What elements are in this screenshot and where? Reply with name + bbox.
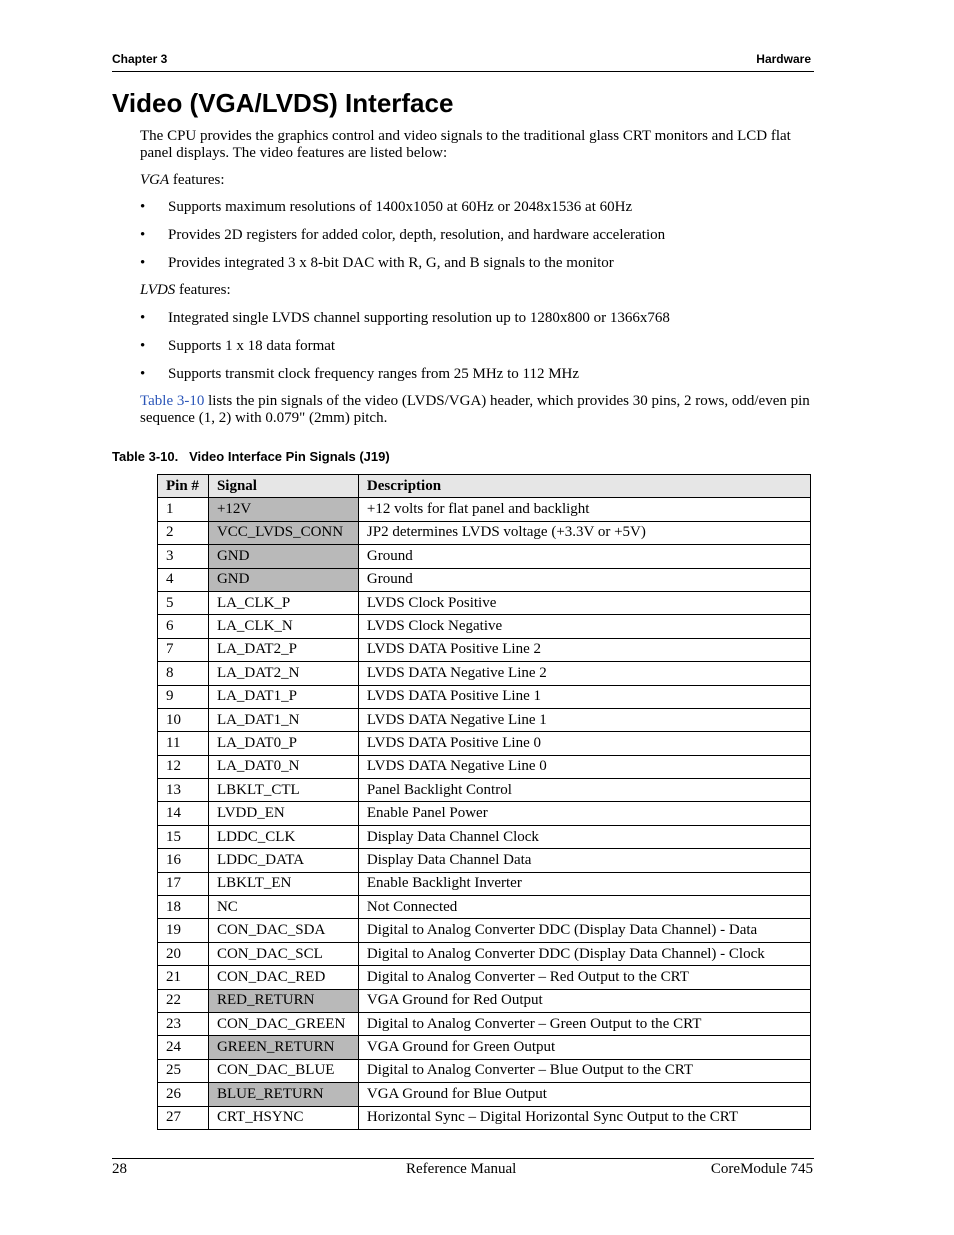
pin-cell: 9 <box>158 685 209 708</box>
bullet-icon: • <box>140 366 146 382</box>
bullet-icon: • <box>140 310 146 326</box>
table-row <box>158 545 811 568</box>
lvds-label-rest: features: <box>175 282 231 298</box>
table-row <box>158 849 811 872</box>
signal-cell: LDDC_DATA <box>208 849 358 872</box>
pin-cell: 13 <box>158 779 209 802</box>
description-cell: Digital to Analog Converter – Green Output to the CRT <box>358 1012 810 1035</box>
description-cell: Display Data Channel Data <box>358 849 810 872</box>
bullet-text: Supports maximum resolutions of 1400x1050 at 60Hz or 2048x1536 at 60Hz <box>168 199 633 215</box>
description-cell: Display Data Channel Clock <box>358 825 810 848</box>
pin-cell: 16 <box>158 849 209 872</box>
pin-cell: 14 <box>158 802 209 825</box>
pin-signal-table <box>157 474 811 1130</box>
signal-cell: CON_DAC_RED <box>208 966 358 989</box>
pin-cell: 7 <box>158 638 209 661</box>
description-cell: LVDS DATA Negative Line 1 <box>358 708 810 731</box>
pin-cell: 24 <box>158 1036 209 1059</box>
table-row <box>158 662 811 685</box>
footer-center: Reference Manual <box>406 1161 517 1177</box>
signal-cell: LA_DAT2_N <box>208 662 358 685</box>
signal-cell: LA_DAT1_P <box>208 685 358 708</box>
signal-cell: +12V <box>208 498 358 521</box>
description-cell: VGA Ground for Red Output <box>358 989 810 1012</box>
table-row <box>158 802 811 825</box>
description-cell: Digital to Analog Converter – Red Output to the CRT <box>358 966 810 989</box>
table-body <box>158 498 811 1130</box>
bullet-text: Supports 1 x 18 data format <box>168 338 336 354</box>
bullet-text: Supports transmit clock frequency ranges from 25 MHz to 112 MHz <box>168 366 580 382</box>
table-row <box>158 755 811 778</box>
table-row <box>158 615 811 638</box>
signal-cell: NC <box>208 896 358 919</box>
pin-paragraph <box>140 393 816 427</box>
signal-cell: CON_DAC_GREEN <box>208 1012 358 1035</box>
signal-cell: CON_DAC_SDA <box>208 919 358 942</box>
table-row <box>158 708 811 731</box>
signal-cell: LBKLT_EN <box>208 872 358 895</box>
table-row <box>158 1036 811 1059</box>
description-cell: LVDS DATA Positive Line 1 <box>358 685 810 708</box>
intro-paragraph: The CPU provides the graphics control and video signals to the traditional glass CRT monitors and LCD flat panel displays. The video features are listed below: <box>140 128 791 161</box>
signal-cell: RED_RETURN <box>208 989 358 1012</box>
table-row <box>158 521 811 544</box>
table-row <box>158 779 811 802</box>
pin-cell: 22 <box>158 989 209 1012</box>
bullet-text: Integrated single LVDS channel supporting resolution up to 1280x800 or 1366x768 <box>168 310 670 326</box>
signal-cell: CRT_HSYNC <box>208 1106 358 1129</box>
description-cell: Ground <box>358 568 810 591</box>
table-row <box>158 638 811 661</box>
description-cell: LVDS DATA Negative Line 0 <box>358 755 810 778</box>
signal-cell: CON_DAC_SCL <box>208 942 358 965</box>
bullet-icon: • <box>140 227 146 243</box>
vga-label-rest: features: <box>169 172 225 188</box>
pin-cell: 12 <box>158 755 209 778</box>
vga-features-label <box>140 172 816 189</box>
description-cell: VGA Ground for Green Output <box>358 1036 810 1059</box>
header-signal: Signal <box>208 475 358 498</box>
signal-cell: LVDD_EN <box>208 802 358 825</box>
table-row <box>158 685 811 708</box>
description-cell: LVDS Clock Positive <box>358 591 810 614</box>
vga-label-italic: VGA <box>140 172 170 188</box>
description-cell: Digital to Analog Converter – Blue Output to the CRT <box>358 1059 810 1082</box>
signal-cell: LA_DAT1_N <box>208 708 358 731</box>
bullet-icon: • <box>140 338 146 354</box>
signal-cell: LA_CLK_P <box>208 591 358 614</box>
table-caption: Table 3-10. Video Interface Pin Signals (J19) <box>112 449 390 464</box>
pin-cell: 21 <box>158 966 209 989</box>
description-cell: LVDS DATA Positive Line 0 <box>358 732 810 755</box>
section-label: Hardware <box>756 52 811 66</box>
description-cell: JP2 determines LVDS voltage (+3.3V or +5V) <box>358 521 810 544</box>
pin-cell: 5 <box>158 591 209 614</box>
bullet-text: Provides integrated 3 x 8-bit DAC with R, G, and B signals to the monitor <box>168 255 614 271</box>
table-row <box>158 966 811 989</box>
bullet-text: Provides 2D registers for added color, depth, resolution, and hardware acceleration <box>168 227 666 243</box>
page-footer <box>112 1158 814 1179</box>
description-cell: Digital to Analog Converter DDC (Display Data Channel) - Data <box>358 919 810 942</box>
header-pin: Pin # <box>158 475 209 498</box>
pin-cell: 19 <box>158 919 209 942</box>
pin-cell: 6 <box>158 615 209 638</box>
signal-cell: LA_DAT0_P <box>208 732 358 755</box>
description-cell: LVDS DATA Negative Line 2 <box>358 662 810 685</box>
page-header <box>112 52 814 72</box>
table-link[interactable]: Table 3-10 <box>140 393 205 409</box>
signal-cell: GND <box>208 568 358 591</box>
header-description: Description <box>358 475 810 498</box>
description-cell: LVDS DATA Positive Line 2 <box>358 638 810 661</box>
pin-cell: 18 <box>158 896 209 919</box>
bullet-icon: • <box>140 255 146 271</box>
pin-cell: 8 <box>158 662 209 685</box>
pin-cell: 2 <box>158 521 209 544</box>
table-row <box>158 568 811 591</box>
description-cell: Ground <box>358 545 810 568</box>
signal-cell: LA_CLK_N <box>208 615 358 638</box>
signal-cell: LA_DAT0_N <box>208 755 358 778</box>
table-row <box>158 942 811 965</box>
lvds-label-italic: LVDS <box>140 282 176 298</box>
pin-cell: 15 <box>158 825 209 848</box>
pin-paragraph-rest: lists the pin signals of the video (LVDS/VGA) header, which provides 30 pins, 2 rows, odd/even pin sequence (1, 2) with 0.079" (2mm) pitch. <box>140 393 810 426</box>
description-cell: Horizontal Sync – Digital Horizontal Sync Output to the CRT <box>358 1106 810 1129</box>
description-cell: LVDS Clock Negative <box>358 615 810 638</box>
footer-right: CoreModule 745 <box>710 1161 813 1177</box>
signal-cell: LBKLT_CTL <box>208 779 358 802</box>
table-row <box>158 1106 811 1129</box>
table-row <box>158 989 811 1012</box>
signal-cell: GND <box>208 545 358 568</box>
pin-cell: 27 <box>158 1106 209 1129</box>
description-cell: VGA Ground for Blue Output <box>358 1083 810 1106</box>
page-number: 28 <box>112 1161 127 1177</box>
pin-cell: 11 <box>158 732 209 755</box>
table-row <box>158 1083 811 1106</box>
table-row <box>158 732 811 755</box>
pin-cell: 26 <box>158 1083 209 1106</box>
table-row <box>158 825 811 848</box>
pin-cell: 1 <box>158 498 209 521</box>
signal-cell: LDDC_CLK <box>208 825 358 848</box>
signal-cell: VCC_LVDS_CONN <box>208 521 358 544</box>
table-row <box>158 591 811 614</box>
bullet-icon: • <box>140 199 146 215</box>
table-row <box>158 1059 811 1082</box>
chapter-label: Chapter 3 <box>112 52 168 66</box>
page-title: Video (VGA/LVDS) Interface <box>112 88 454 118</box>
pin-cell: 20 <box>158 942 209 965</box>
pin-cell: 25 <box>158 1059 209 1082</box>
signal-cell: GREEN_RETURN <box>208 1036 358 1059</box>
pin-cell: 10 <box>158 708 209 731</box>
lvds-features-label <box>140 282 816 299</box>
signal-cell: BLUE_RETURN <box>208 1083 358 1106</box>
pin-cell: 23 <box>158 1012 209 1035</box>
description-cell: Digital to Analog Converter DDC (Display Data Channel) - Clock <box>358 942 810 965</box>
description-cell: Not Connected <box>358 896 810 919</box>
description-cell: Enable Panel Power <box>358 802 810 825</box>
table-row <box>158 872 811 895</box>
table-row <box>158 1012 811 1035</box>
signal-cell: LA_DAT2_P <box>208 638 358 661</box>
description-cell: +12 volts for flat panel and backlight <box>358 498 810 521</box>
pin-cell: 3 <box>158 545 209 568</box>
table-row <box>158 919 811 942</box>
table-header-row <box>158 475 811 498</box>
table-row <box>158 896 811 919</box>
signal-cell: CON_DAC_BLUE <box>208 1059 358 1082</box>
table-row <box>158 498 811 521</box>
pin-cell: 17 <box>158 872 209 895</box>
description-cell: Enable Backlight Inverter <box>358 872 810 895</box>
pin-cell: 4 <box>158 568 209 591</box>
description-cell: Panel Backlight Control <box>358 779 810 802</box>
